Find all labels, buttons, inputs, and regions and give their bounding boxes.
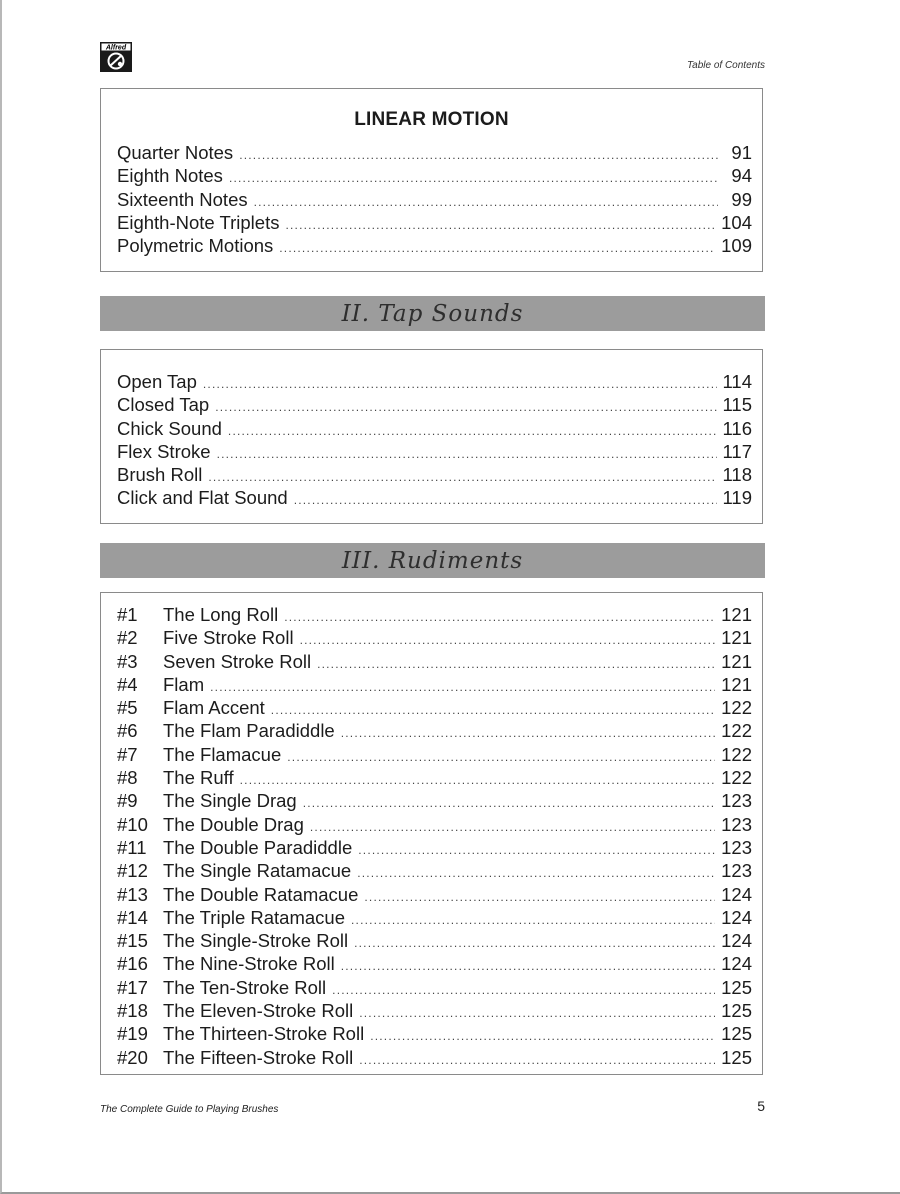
dot-leader <box>217 443 717 466</box>
dot-leader <box>287 746 715 769</box>
entry-number: #7 <box>117 743 138 765</box>
entry-number: #1 <box>117 604 138 625</box>
entry-page: 91 <box>731 142 752 163</box>
toc-entry[interactable] <box>117 164 752 187</box>
entry-title: Brush Roll <box>117 464 203 486</box>
entry-number: #4 <box>117 673 138 695</box>
toc-entry[interactable] <box>117 673 752 696</box>
entry-page: 124 <box>721 930 752 952</box>
toc-entry[interactable] <box>117 393 752 416</box>
entry-title: Eighth-Note Triplets <box>117 211 280 233</box>
dot-leader <box>354 932 715 955</box>
entry-page: 116 <box>722 417 752 439</box>
dot-leader <box>228 420 717 443</box>
entry-title: The Ten-Stroke Roll <box>163 976 327 998</box>
toc-entry[interactable] <box>117 486 752 509</box>
toc-entry[interactable] <box>117 999 752 1022</box>
entry-title: Seven Stroke Roll <box>163 650 312 672</box>
entry-title: Flam Accent <box>163 697 265 719</box>
toc-list <box>101 603 762 1069</box>
dot-leader <box>210 676 715 699</box>
toc-entry[interactable] <box>117 766 752 789</box>
entry-number: #12 <box>117 860 148 882</box>
footer-page-number: 5 <box>757 1098 765 1114</box>
entry-page: 123 <box>721 813 752 835</box>
entry-number: #3 <box>117 650 138 672</box>
entry-page: 119 <box>722 487 752 509</box>
toc-entry[interactable] <box>117 813 752 836</box>
entry-title: Quarter Notes <box>117 142 234 163</box>
entry-page: 122 <box>721 743 752 765</box>
entry-title: Flex Stroke <box>117 440 211 462</box>
entry-title: The Flam Paradiddle <box>163 720 335 742</box>
entry-number: #10 <box>117 813 148 835</box>
toc-entry[interactable] <box>117 952 752 975</box>
entry-page: 124 <box>721 883 752 905</box>
dot-leader <box>285 214 715 237</box>
entry-title: The Ruff <box>163 767 234 789</box>
svg-text:Alfred: Alfred <box>105 44 127 52</box>
entry-page: 104 <box>721 211 752 233</box>
toc-entry[interactable] <box>117 883 752 906</box>
entry-title: Flam <box>163 673 205 695</box>
entry-page: 125 <box>721 1000 752 1022</box>
dot-leader <box>240 769 716 792</box>
toc-entry[interactable] <box>117 234 752 257</box>
toc-entry[interactable] <box>117 789 752 812</box>
entry-number: #8 <box>117 767 138 789</box>
entry-page: 122 <box>721 767 752 789</box>
entry-page: 123 <box>721 790 752 812</box>
entry-page: 121 <box>721 627 752 649</box>
toc-entry[interactable] <box>117 976 752 999</box>
dot-leader <box>317 653 715 676</box>
dot-leader <box>254 191 718 214</box>
entry-title: The Flamacue <box>163 743 282 765</box>
entry-number: #9 <box>117 790 138 812</box>
dot-leader <box>358 839 715 862</box>
toc-entry[interactable] <box>117 211 752 234</box>
entry-title: The Double Drag <box>163 813 304 835</box>
publisher-logo <box>100 42 132 72</box>
toc-entry[interactable] <box>117 719 752 742</box>
toc-entry[interactable] <box>117 836 752 859</box>
entry-title: The Triple Ratamacue <box>163 906 346 928</box>
toc-entry[interactable] <box>117 906 752 929</box>
dot-leader <box>351 909 715 932</box>
entry-number: #15 <box>117 930 148 952</box>
banner-title: III. Rudiments <box>341 547 524 574</box>
toc-entry[interactable] <box>117 440 752 463</box>
entry-page: 124 <box>721 906 752 928</box>
entry-title: Click and Flat Sound <box>117 487 288 509</box>
entry-title: Polymetric Motions <box>117 235 274 257</box>
entry-page: 109 <box>721 235 752 257</box>
toc-list <box>101 370 762 510</box>
toc-entry[interactable] <box>117 1046 752 1069</box>
entry-page: 125 <box>721 976 752 998</box>
entry-title: Five Stroke Roll <box>163 627 294 649</box>
toc-entry[interactable] <box>117 626 752 649</box>
entry-page: 123 <box>721 860 752 882</box>
dot-leader <box>310 816 715 839</box>
entry-page: 123 <box>721 836 752 858</box>
rudiments-banner <box>100 543 765 578</box>
dot-leader <box>215 396 716 419</box>
entry-title: The Double Paradiddle <box>163 836 353 858</box>
banner-title: II. Tap Sounds <box>341 300 524 327</box>
entry-page: 114 <box>722 371 752 392</box>
dot-leader <box>303 792 715 815</box>
toc-entry[interactable] <box>117 650 752 673</box>
rudiments-section <box>100 592 763 1075</box>
entry-page: 124 <box>721 953 752 975</box>
entry-title: The Double Ratamacue <box>163 883 359 905</box>
section-label: Table of Contents <box>686 60 765 71</box>
dot-leader <box>239 144 718 167</box>
dot-leader <box>341 955 715 978</box>
entry-number: #11 <box>117 836 147 858</box>
dot-leader <box>359 1049 715 1072</box>
toc-entry[interactable] <box>117 929 752 952</box>
entry-title: Eighth Notes <box>117 165 223 187</box>
entry-title: Open Tap <box>117 371 197 392</box>
entry-number: #20 <box>117 1046 148 1068</box>
entry-title: The Single-Stroke Roll <box>163 930 349 952</box>
entry-page: 121 <box>721 604 752 625</box>
entry-page: 121 <box>721 650 752 672</box>
toc-entry[interactable] <box>117 1022 752 1045</box>
dot-leader <box>229 167 718 190</box>
entry-number: #18 <box>117 1000 148 1022</box>
entry-number: #16 <box>117 953 148 975</box>
dot-leader <box>341 722 715 745</box>
toc-entry[interactable] <box>117 417 752 440</box>
entry-page: 121 <box>721 673 752 695</box>
dot-leader <box>284 606 715 629</box>
entry-title: The Thirteen-Stroke Roll <box>163 1023 365 1045</box>
dot-leader <box>357 862 715 885</box>
entry-title: Sixteenth Notes <box>117 188 248 210</box>
toc-entry[interactable] <box>117 696 752 719</box>
entry-title: The Fifteen-Stroke Roll <box>163 1046 354 1068</box>
dot-leader <box>359 1002 715 1025</box>
dot-leader <box>294 489 717 512</box>
entry-number: #14 <box>117 906 148 928</box>
entry-page: 125 <box>721 1023 752 1045</box>
entry-number: #2 <box>117 627 138 649</box>
toc-entry[interactable] <box>117 463 752 486</box>
dot-leader <box>203 373 717 396</box>
section-title: LINEAR MOTION <box>354 109 509 130</box>
footer-book-title: The Complete Guide to Playing Brushes <box>100 1104 279 1115</box>
entry-page: 117 <box>722 440 752 462</box>
entry-page: 94 <box>731 165 752 187</box>
linear-motion-section <box>100 88 763 272</box>
dot-leader <box>364 886 715 909</box>
entry-page: 122 <box>721 720 752 742</box>
entry-page: 118 <box>722 464 752 486</box>
entry-title: The Eleven-Stroke Roll <box>163 1000 354 1022</box>
entry-page: 122 <box>721 697 752 719</box>
toc-entry[interactable] <box>117 188 752 211</box>
entry-page: 99 <box>731 188 752 210</box>
entry-number: #13 <box>117 883 148 905</box>
entry-title: Closed Tap <box>117 394 210 416</box>
tap-sounds-banner <box>100 296 765 331</box>
toc-entry[interactable] <box>117 603 752 626</box>
entry-title: Chick Sound <box>117 417 222 439</box>
toc-entry[interactable] <box>117 370 752 393</box>
entry-number: #17 <box>117 976 148 998</box>
dot-leader <box>300 629 716 652</box>
entry-number: #19 <box>117 1023 148 1045</box>
toc-entry[interactable] <box>117 743 752 766</box>
entry-title: The Nine-Stroke Roll <box>163 953 335 975</box>
entry-title: The Single Ratamacue <box>163 860 352 882</box>
dot-leader <box>279 237 715 260</box>
dot-leader <box>332 979 715 1002</box>
entry-title: The Single Drag <box>163 790 297 812</box>
entry-number: #6 <box>117 720 138 742</box>
toc-entry[interactable] <box>117 141 752 164</box>
tap-sounds-section <box>100 349 763 524</box>
entry-page: 115 <box>722 394 752 416</box>
entry-title: The Long Roll <box>163 604 279 625</box>
dot-leader <box>370 1025 715 1048</box>
entry-page: 125 <box>721 1046 752 1068</box>
entry-number: #5 <box>117 697 138 719</box>
toc-list <box>101 141 762 257</box>
toc-entry[interactable] <box>117 859 752 882</box>
